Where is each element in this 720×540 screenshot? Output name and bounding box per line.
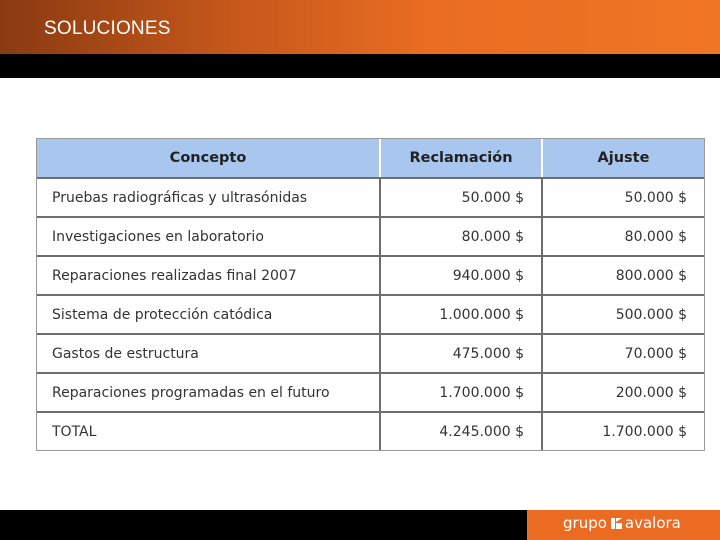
header-black-bar — [0, 54, 720, 78]
column-header-reclamacion: Reclamación — [380, 139, 542, 178]
cell-ajuste: 50.000 $ — [542, 178, 704, 217]
table-row — [37, 256, 704, 295]
logo-text-avalora: avalora — [624, 514, 681, 532]
cell-reclamacion: 475.000 $ — [380, 334, 542, 373]
cell-concepto: Reparaciones programadas en el futuro — [37, 373, 380, 412]
table-row — [37, 217, 704, 256]
company-logo — [563, 514, 681, 532]
cell-concepto: Sistema de protección catódica — [37, 295, 380, 334]
cell-ajuste-total: 1.700.000 $ — [602, 423, 687, 440]
cell-concepto: Gastos de estructura — [37, 334, 380, 373]
cell-ajuste: 70.000 $ — [542, 334, 704, 373]
cell-reclamacion: 50.000 $ — [380, 178, 542, 217]
logo-text-grupo: grupo — [563, 514, 607, 532]
table-row — [37, 373, 704, 412]
cell-ajuste: 200.000 $ — [542, 373, 704, 412]
slide-header — [0, 0, 720, 54]
cell-concepto: Pruebas radiográficas y ultrasónidas — [37, 178, 380, 217]
column-header-concepto: Concepto — [37, 139, 380, 178]
slide-title: SOLUCIONES — [44, 18, 171, 39]
cell-ajuste: 500.000 $ — [542, 295, 704, 334]
cell-ajuste: 800.000 $ — [542, 256, 704, 295]
cell-ajuste: 80.000 $ — [542, 217, 704, 256]
table-row — [37, 295, 704, 334]
cell-reclamacion: 80.000 $ — [380, 217, 542, 256]
table-header-row — [37, 139, 704, 178]
footer-black-bar — [0, 510, 527, 540]
cell-concepto: Reparaciones realizadas final 2007 — [37, 256, 380, 295]
claims-table — [36, 138, 705, 451]
cell-concepto-total: TOTAL — [37, 412, 380, 450]
footer-logo-block — [527, 510, 720, 540]
cell-reclamacion: 1.700.000 $ — [380, 373, 542, 412]
cell-reclamacion: 940.000 $ — [380, 256, 542, 295]
column-header-ajuste: Ajuste — [542, 139, 704, 178]
cell-reclamacion: 1.000.000 $ — [380, 295, 542, 334]
table-row — [37, 178, 704, 217]
cell-concepto: Investigaciones en laboratorio — [37, 217, 380, 256]
avalora-mark-icon — [611, 518, 622, 529]
table-row — [37, 334, 704, 373]
table-row-total — [37, 412, 704, 450]
cell-reclamacion-total: 4.245.000 $ — [380, 412, 542, 450]
